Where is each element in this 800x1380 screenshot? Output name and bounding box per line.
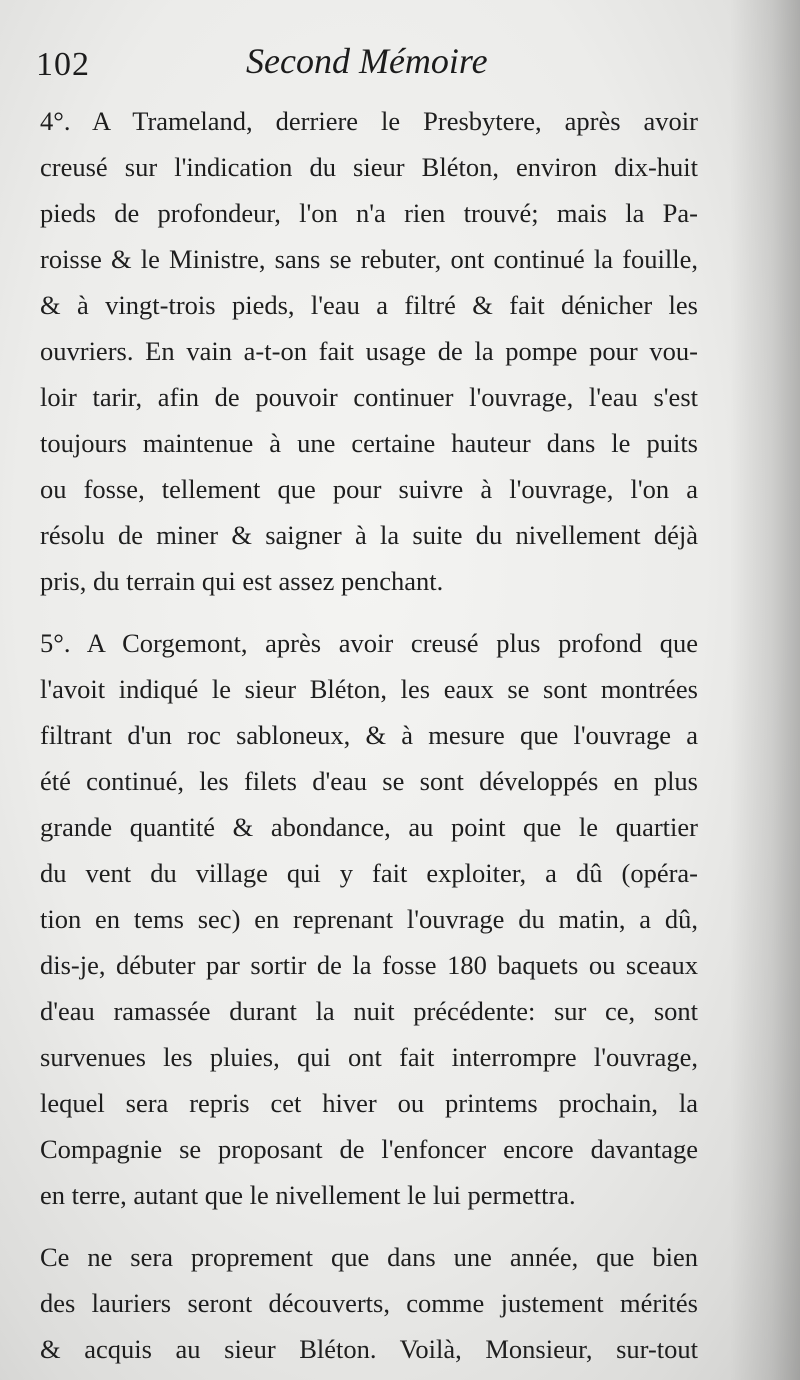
text-line: grande quantité & abondance, au point que le quartier <box>40 812 698 842</box>
text-line: & à vingt-trois pieds, l'eau a filtré & fait dénicher les <box>40 290 698 320</box>
text-line: du vent du village qui y fait exploiter, a dû (opéra- <box>40 858 698 888</box>
running-head <box>36 40 736 90</box>
text-line: d'eau ramassée durant la nuit précédente: sur ce, sont <box>40 996 698 1026</box>
paragraph-gap <box>40 604 698 620</box>
text-line: ouvriers. En vain a-t-on fait usage de la pompe pour vou- <box>40 336 698 366</box>
text-line: roisse & le Ministre, sans se rebuter, ont continué la fouille, <box>40 244 698 274</box>
text-line: été continué, les filets d'eau se sont développés en plus <box>40 766 698 796</box>
text-line: 5°. A Corgemont, après avoir creusé plus profond que <box>40 628 698 658</box>
text-line: l'avoit indiqué le sieur Bléton, les eaux se sont montrées <box>40 674 698 704</box>
page-number: 102 <box>36 46 90 83</box>
paragraph-gap <box>40 1218 698 1234</box>
page-edge-shadow <box>730 0 800 1380</box>
text-line: creusé sur l'indication du sieur Bléton, environ dix-huit <box>40 152 698 182</box>
body-text <box>40 98 698 1372</box>
text-line: & acquis au sieur Bléton. Voilà, Monsieur, sur-tout <box>40 1334 698 1364</box>
text-line: résolu de miner & saigner à la suite du nivellement déjà <box>40 520 698 550</box>
text-line: tion en tems sec) en reprenant l'ouvrage du matin, a dû, <box>40 904 698 934</box>
text-line: dis-je, débuter par sortir de la fosse 180 baquets ou sceaux <box>40 950 698 980</box>
text-line: ou fosse, tellement que pour suivre à l'ouvrage, l'on a <box>40 474 698 504</box>
text-line: des lauriers seront découverts, comme justement mérités <box>40 1288 698 1318</box>
text-line: loir tarir, afin de pouvoir continuer l'ouvrage, l'eau s'est <box>40 382 698 412</box>
text-line: lequel sera repris cet hiver ou printems prochain, la <box>40 1088 698 1118</box>
text-line: pieds de profondeur, l'on n'a rien trouvé; mais la Pa- <box>40 198 698 228</box>
text-line: filtrant d'un roc sabloneux, & à mesure que l'ouvrage a <box>40 720 698 750</box>
text-line: en terre, autant que le nivellement le lui permettra. <box>40 1180 576 1210</box>
text-line: survenues les pluies, qui ont fait interrompre l'ouvrage, <box>40 1042 698 1072</box>
text-line: Ce ne sera proprement que dans une année, que bien <box>40 1242 698 1272</box>
running-title: Second Mémoire <box>246 41 488 81</box>
text-line: pris, du terrain qui est assez penchant. <box>40 566 444 596</box>
text-line: Compagnie se proposant de l'enfoncer encore davantage <box>40 1134 698 1164</box>
text-line: 4°. A Trameland, derriere le Presbytere, après avoir <box>40 106 698 136</box>
text-line: toujours maintenue à une certaine hauteur dans le puits <box>40 428 698 458</box>
